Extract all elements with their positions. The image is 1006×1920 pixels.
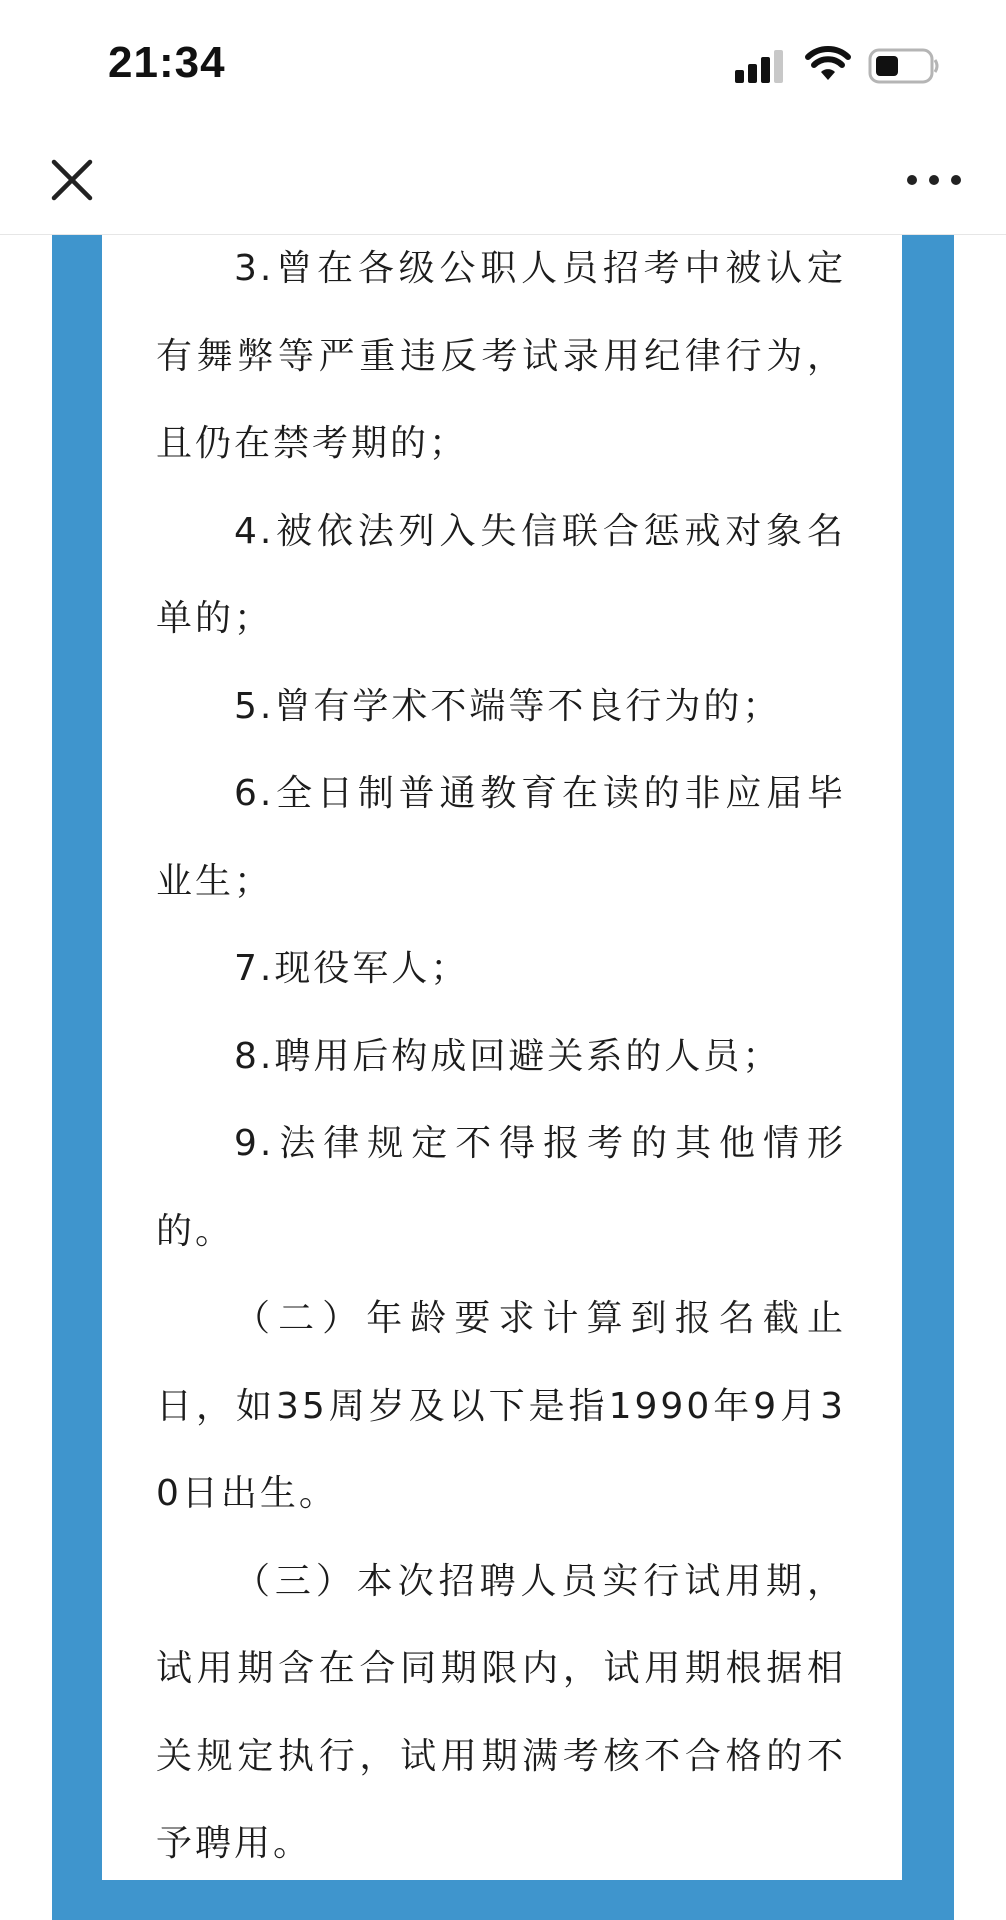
battery-icon — [868, 48, 940, 84]
cellular-signal-icon — [735, 48, 787, 86]
more-horizontal-icon[interactable] — [902, 160, 966, 200]
article-body — [156, 225, 846, 1888]
status-time: 21:34 — [108, 38, 226, 87]
paragraph: 4.被依法列入失信联合惩戒对象名单的； — [156, 510, 846, 639]
close-icon[interactable] — [44, 152, 100, 208]
nav-bar — [0, 130, 1006, 235]
status-bar — [0, 0, 1006, 130]
paragraph: 9.法律规定不得报考的其他情形的。 — [156, 1123, 846, 1252]
paragraph: 8.聘用后构成回避关系的人员； — [234, 1035, 782, 1077]
paragraph: 3.曾在各级公职人员招考中被认定有舞弊等严重违反考试录用纪律行为，且仍在禁考期的； — [156, 248, 846, 464]
wifi-icon — [805, 44, 851, 84]
paragraph: 6.全日制普通教育在读的非应届毕业生； — [156, 773, 846, 902]
paragraph: （三）本次招聘人员实行试用期，试用期含在合同期限内，试用期根据相关规定执行，试用期满考核不合格的不予聘用。 — [156, 1560, 846, 1864]
paragraph: 7.现役军人； — [234, 948, 470, 989]
paragraph: （二）年龄要求计算到报名截止日，如35周岁及以下是指1990年9月30日出生。 — [156, 1298, 846, 1514]
paragraph: 5.曾有学术不端等不良行为的； — [234, 685, 782, 727]
